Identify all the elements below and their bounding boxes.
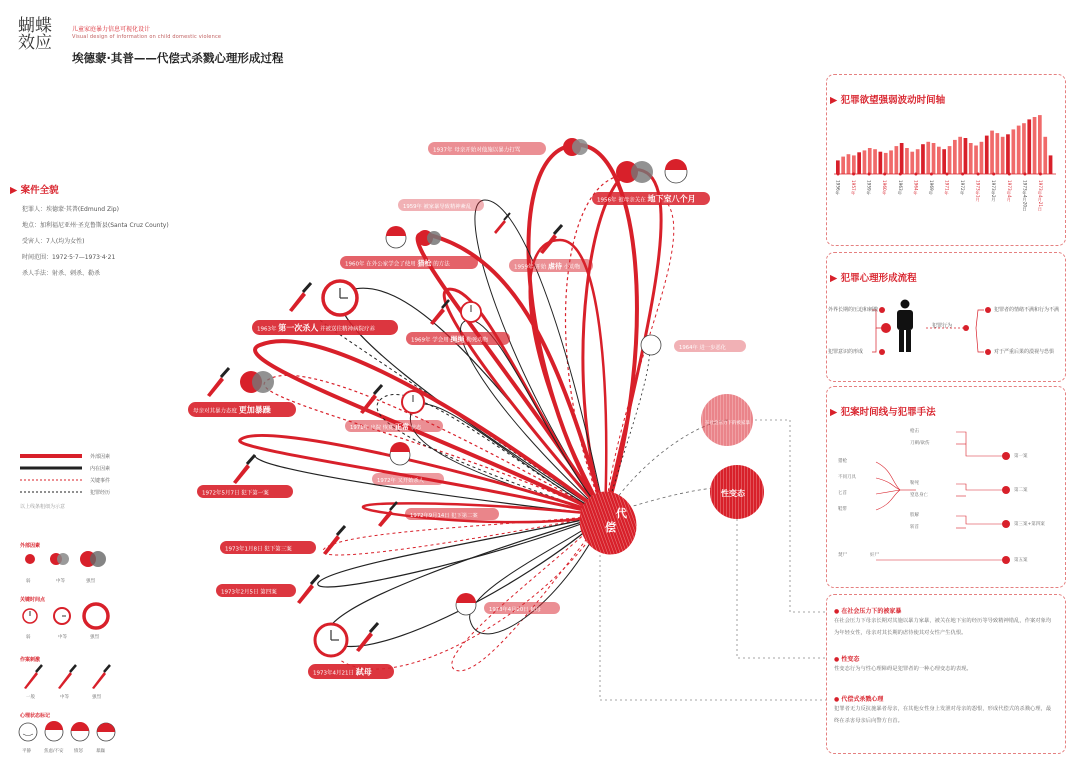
note-2 — [834, 654, 1056, 675]
desire-bar — [926, 142, 930, 174]
knife-icon — [233, 455, 255, 484]
note-body: 犯罪者无力反抗施暴者母亲，在其他女性身上发泄对母亲的怨恨，形成代偿式的杀戮心理，最终在杀害母亲后向警方自首。 — [834, 706, 1052, 724]
desire-bar — [857, 152, 861, 174]
outer-label: 弱 — [26, 579, 31, 584]
flow-diagram — [826, 290, 1064, 378]
tick-label: 1969年 — [928, 180, 934, 195]
influence-marker — [616, 161, 653, 183]
legend-note: 以上线条粗细为示意 — [20, 504, 66, 510]
flow-heading-text: 犯罪心理形成流程 — [840, 273, 917, 284]
event-label — [398, 199, 484, 211]
svg-text:1973年1月8日 犯下第三案: 1973年1月8日 犯下第三案 — [225, 546, 292, 553]
desire-bar — [1001, 137, 1005, 174]
face-icon — [665, 159, 687, 183]
tick-label: 1973年4月21日 — [1037, 180, 1043, 212]
face-icon — [641, 335, 661, 355]
clock-icon — [315, 624, 347, 656]
desire-bar — [910, 152, 914, 174]
event-label — [252, 320, 398, 335]
dot-icon: ● — [834, 656, 840, 663]
desire-bar — [921, 144, 925, 174]
desire-bar — [879, 152, 883, 174]
tick-dot — [1008, 173, 1011, 176]
tick-dot — [883, 173, 886, 176]
tick-label: 1957年 — [851, 180, 857, 195]
svg-text:1937年 母亲开始对他施以暴力打骂: 1937年 母亲开始对他施以暴力打骂 — [433, 147, 521, 154]
clock-icon — [461, 302, 481, 322]
desire-bar — [969, 143, 973, 174]
note-1 — [834, 606, 1056, 639]
time-factor-title: 关键时间点 — [20, 597, 46, 603]
flow-label: 犯罪意识的形成 — [828, 349, 864, 355]
node-text: 在社会压力下的被家暴 — [705, 421, 750, 426]
event-label — [406, 332, 510, 345]
project-title-en: Visual design of information on child domestic violence — [72, 34, 222, 40]
svg-text:母亲对其暴力态度 更加暴躁: 母亲对其暴力态度 更加暴躁 — [193, 405, 271, 415]
tick-label: 1973年1月 — [975, 180, 981, 202]
person-icon — [897, 300, 913, 353]
page-title: 埃德蒙·其普——代偿式杀戮心理形成过程 — [72, 51, 284, 65]
outer-factor-title: 外部因素 — [20, 543, 41, 549]
crime-label: 强烈 — [92, 695, 101, 700]
desire-bar — [868, 148, 872, 174]
desire-bar — [996, 133, 1000, 174]
flow-label: 犯罪者的情绪不满和行为不满 — [994, 307, 1060, 313]
desire-bar — [942, 149, 946, 174]
mood-title: 心理状态标记 — [20, 713, 51, 719]
connector-lines — [600, 420, 830, 700]
event-label — [216, 584, 296, 597]
svg-text:1972年5月7日 犯下第一案: 1972年5月7日 犯下第一案 — [202, 490, 269, 497]
desire-ticks — [836, 173, 1043, 213]
flow-label: 外界长期的压迫和刺激 — [828, 307, 879, 313]
desire-bar — [964, 138, 968, 174]
desire-bar — [905, 148, 909, 174]
desire-bar — [863, 150, 867, 174]
svg-text:1956年 被母亲关在 地下室八个月: 1956年 被母亲关在 地下室八个月 — [597, 194, 696, 204]
time-label: 中等 — [58, 635, 67, 640]
svg-text:1959年 开始 虐待 小动物: 1959年 开始 虐待 小动物 — [514, 262, 581, 271]
influence-marker — [563, 138, 588, 156]
mood-label: 愤怒 — [74, 749, 83, 754]
note-title-text: 在社会压力下的被家暴 — [841, 608, 902, 615]
tick-label: 1960年 — [882, 180, 888, 195]
svg-text:1972年 又开始杀人: 1972年 又开始杀人 — [377, 478, 424, 484]
tick-dot — [961, 173, 964, 176]
svg-text:1973年2月5日 第四案: 1973年2月5日 第四案 — [221, 589, 277, 596]
triangle-icon: ▶ — [10, 185, 18, 196]
desire-bar — [985, 136, 989, 174]
method-item: 猎枪 — [838, 459, 847, 464]
project-title-cn: 儿童家庭暴力信息可视化设计 — [72, 26, 151, 33]
tick-dot — [992, 173, 995, 176]
desire-bar — [953, 140, 957, 174]
event-label — [220, 541, 316, 554]
tick-dot — [946, 173, 949, 176]
knife-icon — [289, 283, 311, 312]
desire-bar — [990, 131, 994, 174]
tick-label: 1971年 — [944, 180, 950, 195]
overview-heading-text: 案件全貌 — [20, 185, 59, 196]
svg-text:1973年4月21日 弑母: 1973年4月21日 弑母 — [313, 667, 372, 677]
tick-dot — [837, 173, 840, 176]
center-text: 代 — [616, 507, 627, 520]
desire-bar — [852, 155, 856, 174]
desire-bar — [916, 149, 920, 174]
tick-label: 1956年 — [835, 180, 841, 195]
event-label — [188, 402, 296, 417]
time-label: 弱 — [26, 635, 31, 640]
desire-bar — [847, 154, 851, 174]
event-label — [484, 602, 560, 614]
note-body: 性变态行为与性心理障碍是犯罪者的一种心理变态的表现。 — [834, 666, 972, 672]
event-label — [308, 664, 394, 679]
event-label — [340, 256, 478, 269]
svg-text:1973年4月20日 弑母: 1973年4月20日 弑母 — [489, 607, 541, 613]
tick-dot — [914, 173, 917, 176]
case-label: 第三案+第四案 — [1014, 522, 1045, 527]
overview-line: 杀人手法：射杀、刺杀、勒杀 — [22, 270, 101, 277]
desire-bar — [841, 157, 845, 174]
face-icon — [456, 593, 476, 615]
influence-loops — [240, 145, 730, 671]
note-title-text: 代偿式杀戮心理 — [841, 696, 884, 703]
desire-bar — [1006, 134, 1010, 174]
outer-label: 中等 — [56, 579, 65, 584]
method-item: 勒死 — [910, 481, 919, 486]
desire-bar — [1012, 129, 1016, 174]
influence-marker — [417, 230, 441, 246]
dot-icon: ● — [834, 696, 840, 703]
method-item: 鞋带 — [838, 507, 847, 512]
crime-label: 一般 — [26, 695, 35, 700]
legend-label: 关键事件 — [90, 478, 111, 484]
mood-label: 平静 — [22, 749, 31, 754]
mood-label: 焦虑/不安 — [44, 749, 64, 754]
knife-icon — [297, 575, 319, 604]
mood-label: 暴躁 — [96, 749, 105, 754]
method-heading-text: 犯案时间线与犯罪手法 — [840, 407, 936, 418]
clock-icon — [323, 281, 357, 315]
desire-bar — [1043, 137, 1047, 174]
timeline-heading-text: 犯罪欲望强弱波动时间轴 — [840, 95, 946, 106]
svg-text:1964年 进一步恶化: 1964年 进一步恶化 — [679, 345, 726, 351]
tick-label: 1959年 — [866, 180, 872, 195]
method-item: 窒息身亡 — [910, 493, 928, 498]
case-label: 第二案 — [1014, 488, 1028, 493]
desire-bar — [948, 146, 952, 174]
desire-bars — [836, 115, 1052, 174]
influence-marker — [240, 371, 274, 393]
overview-line: 时间范围：1972·5·7—1973·4·21 — [22, 254, 116, 261]
knife-icon — [207, 368, 229, 397]
tick-label: 1973年2月 — [991, 180, 997, 202]
legend-label: 犯罪经历 — [90, 490, 111, 496]
node-text: 性变态 — [721, 489, 745, 498]
method-item: 奸尸 — [870, 553, 879, 558]
face-icon — [390, 442, 410, 465]
overview-line: 受害人：7人(均为女性) — [22, 238, 85, 245]
face-icon — [386, 226, 406, 248]
loop — [318, 515, 605, 587]
clock-icon — [402, 391, 424, 413]
case-label: 第五案 — [1014, 558, 1028, 563]
desire-bar — [980, 142, 984, 174]
triangle-icon: ▶ — [830, 273, 838, 284]
knife-icon — [494, 213, 510, 234]
svg-text:1959年 被家暴导致精神紊乱: 1959年 被家暴导致精神紊乱 — [403, 204, 472, 210]
event-label — [674, 340, 746, 352]
desire-bar — [974, 146, 978, 175]
dot-icon: ● — [834, 608, 840, 615]
event-label — [592, 192, 710, 205]
svg-text:1969年 学会用 绳绳 勒死动物: 1969年 学会用 绳绳 勒死动物 — [411, 335, 489, 344]
tick-label: 1963年 — [897, 180, 903, 195]
desire-bar — [937, 147, 941, 174]
method-item: 匕首 — [838, 491, 847, 496]
note-3 — [834, 694, 1056, 727]
tick-dot — [899, 173, 902, 176]
desire-bar — [958, 137, 962, 174]
tick-label: 1973年4月 — [1006, 180, 1012, 202]
time-label: 强烈 — [90, 635, 99, 640]
legend-label: 外部因素 — [90, 454, 111, 460]
event-label — [197, 485, 293, 498]
case-label: 第一案 — [1014, 454, 1028, 459]
note-title — [834, 606, 1056, 615]
svg-text:1960年 在外公家学会了使用 猎枪 的方法: 1960年 在外公家学会了使用 猎枪 的方法 — [345, 259, 450, 268]
desire-bar — [895, 146, 899, 174]
tick-label: 1972年 — [960, 180, 966, 195]
tick-dot — [852, 173, 855, 176]
note-title — [834, 694, 1056, 703]
tick-dot — [977, 173, 980, 176]
tick-dot — [868, 173, 871, 176]
event-label — [372, 473, 444, 485]
legend-label: 内在因素 — [90, 466, 111, 472]
svg-text:1963年 第一次杀人 并被送往精神病院疗养: 1963年 第一次杀人 并被送往精神病院疗养 — [257, 323, 376, 333]
desire-bar — [1049, 155, 1053, 174]
overview-line: 犯罪人：埃德蒙·其普(Edmund Zip) — [22, 206, 119, 213]
knife-icon — [360, 385, 382, 414]
note-title-text: 性变态 — [841, 656, 860, 663]
flow-label: 对于严重后果的漠视与恐惧 — [994, 349, 1055, 355]
tick-label: 1973年4月20日 — [1022, 180, 1028, 212]
method-item: 刀刺/砍伤 — [910, 441, 930, 446]
method-heading — [830, 404, 936, 418]
method-diagram — [826, 420, 1064, 582]
method-item: 斩首 — [910, 525, 919, 530]
desire-bar — [1038, 115, 1042, 174]
method-item: 枪击 — [910, 429, 919, 434]
desire-bar — [889, 150, 893, 174]
knife-icon — [323, 526, 345, 555]
event-label — [509, 259, 593, 272]
method-item: 肢解 — [910, 513, 919, 518]
tick-label: 1964年 — [913, 180, 919, 195]
crime-factor-title: 作案刺激 — [20, 657, 41, 663]
desire-bar — [932, 143, 936, 174]
tick-dot — [1039, 173, 1042, 176]
desire-bar — [1022, 123, 1026, 174]
event-label — [428, 142, 546, 155]
triangle-icon: ▶ — [830, 95, 838, 106]
desire-bar — [1017, 126, 1021, 174]
note-body: 在社会压力下母亲长期对其施以暴力家暴，被关在地下室的经历等导致精神错乱，作案对象均为年轻女性，母亲对其长期的虐待使其对女性产生仇恨。 — [834, 618, 1052, 636]
center-text: 偿 — [605, 521, 616, 534]
flow-heading — [830, 270, 917, 284]
knife-icon — [356, 623, 378, 652]
event-label — [345, 420, 443, 432]
desire-bar — [836, 160, 840, 174]
desire-bar — [1027, 119, 1031, 174]
event-label — [405, 508, 499, 520]
method-item: 不同刀具 — [838, 475, 856, 480]
flow-label: 犯罪行为 — [932, 323, 953, 329]
method-item: 焚尸 — [838, 553, 847, 558]
tick-dot — [930, 173, 933, 176]
desire-bar — [884, 153, 888, 174]
desire-chart — [834, 104, 1060, 242]
triangle-icon: ▶ — [830, 407, 838, 418]
desire-bar — [1033, 117, 1037, 174]
note-title — [834, 654, 1056, 663]
crime-label: 中等 — [60, 695, 69, 700]
outer-label: 强烈 — [86, 579, 95, 584]
tick-dot — [1023, 173, 1026, 176]
knife-icon — [430, 300, 449, 325]
logo: 蝴蝶效应 — [18, 16, 52, 53]
node-circle — [701, 394, 753, 446]
desire-bar — [873, 149, 877, 174]
svg-text:1972年9月14日 犯下第二案: 1972年9月14日 犯下第二案 — [410, 513, 478, 519]
svg-text:1971年 出院 恢复 正常 状态: 1971年 出院 恢复 正常 状态 — [350, 423, 422, 431]
overview-line: 地点：加利福尼亚州·圣克鲁斯县(Santa Cruz County) — [22, 222, 169, 229]
desire-bar — [900, 143, 904, 174]
